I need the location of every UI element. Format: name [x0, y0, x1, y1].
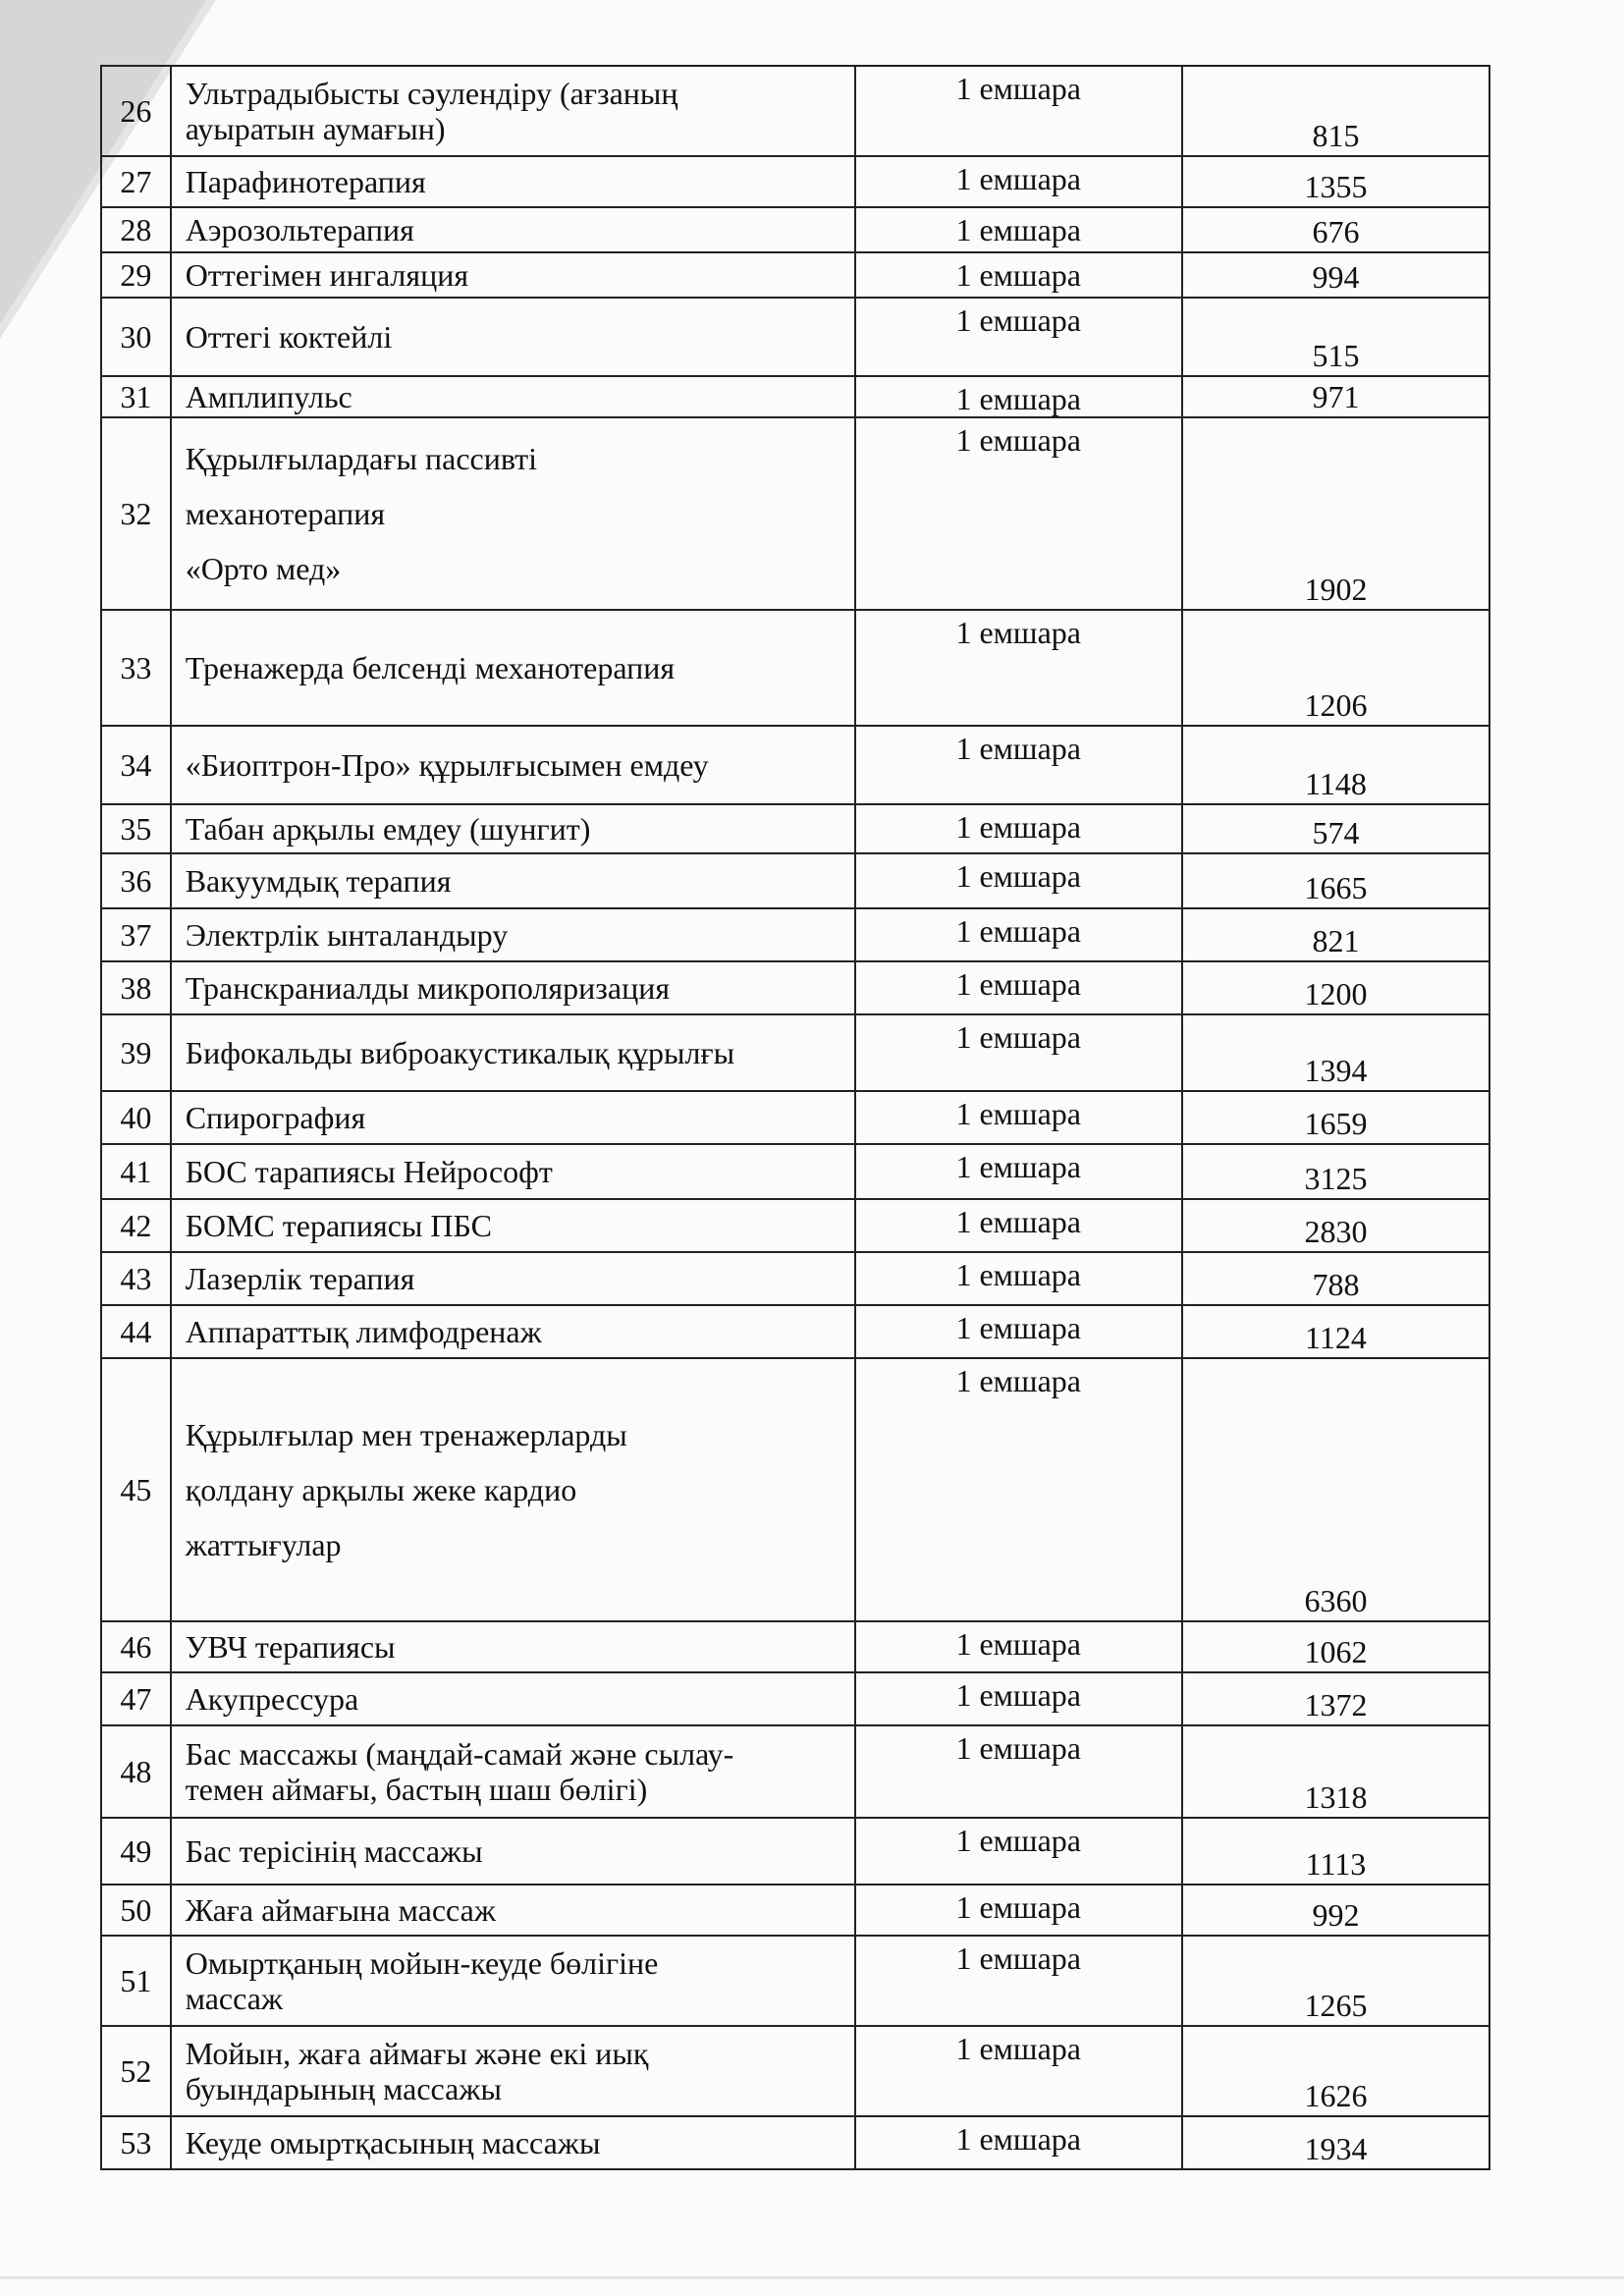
procedure-name-line: Омыртқаның мойын-кеуде бөлігіне: [185, 1945, 659, 1981]
price-value: 1200: [1182, 961, 1489, 1014]
row-number: 40: [101, 1091, 171, 1144]
table-row: [101, 2116, 1489, 2169]
row-number: 45: [101, 1358, 171, 1621]
row-number: 32: [101, 417, 171, 610]
procedure-name-line: Аппараттық лимфодренаж: [185, 1314, 542, 1349]
procedure-name: [171, 908, 855, 961]
procedure-name: [171, 207, 855, 252]
procedure-name-line: массаж: [185, 1981, 284, 2016]
procedure-name-line: Құрылғылар мен тренажерларды: [185, 1417, 627, 1452]
table-row: [101, 1091, 1489, 1144]
unit-of-measure: 1 емшара: [855, 1621, 1182, 1672]
row-number: 31: [101, 376, 171, 417]
procedure-name: [171, 1014, 855, 1091]
procedure-name: [171, 376, 855, 417]
price-value: 1659: [1182, 1091, 1489, 1144]
unit-of-measure: 1 емшара: [855, 804, 1182, 853]
procedure-name-line: Кеуде омыртқасының массажы: [185, 2125, 601, 2160]
procedure-name-line: Бифокальды виброакустикалық құрылғы: [185, 1035, 735, 1070]
price-value: 676: [1182, 207, 1489, 252]
procedure-name: [171, 1818, 855, 1885]
row-number: 47: [101, 1672, 171, 1725]
procedure-name-line: жаттығулар: [185, 1527, 342, 1562]
table-row: [101, 1305, 1489, 1358]
table-row: [101, 1014, 1489, 1091]
unit-of-measure: 1 емшара: [855, 376, 1182, 417]
row-number: 42: [101, 1199, 171, 1252]
table-row: [101, 2026, 1489, 2116]
row-number: 46: [101, 1621, 171, 1672]
price-table-body: [101, 66, 1489, 2169]
procedure-name: [171, 1885, 855, 1936]
row-number: 33: [101, 610, 171, 726]
procedure-name: [171, 1252, 855, 1305]
procedure-name: [171, 804, 855, 853]
unit-of-measure: 1 емшара: [855, 1199, 1182, 1252]
procedure-name: [171, 1305, 855, 1358]
price-table: [100, 65, 1490, 2170]
price-value: 788: [1182, 1252, 1489, 1305]
procedure-name: [171, 2116, 855, 2169]
price-value: 994: [1182, 252, 1489, 298]
unit-of-measure: 1 емшара: [855, 1144, 1182, 1199]
procedure-name-line: ауыратын аумағын): [185, 111, 446, 146]
table-row: [101, 853, 1489, 908]
row-number: 27: [101, 156, 171, 207]
row-number: 30: [101, 298, 171, 376]
row-number: 44: [101, 1305, 171, 1358]
unit-of-measure: 1 емшара: [855, 961, 1182, 1014]
procedure-name-line: Транскраниалды микрополяризация: [185, 970, 671, 1006]
table-row: [101, 908, 1489, 961]
procedure-name-line: «Биоптрон-Про» құрылғысымен емдеу: [185, 747, 709, 783]
unit-of-measure: 1 емшара: [855, 1672, 1182, 1725]
procedure-name: [171, 610, 855, 726]
unit-of-measure: 1 емшара: [855, 1252, 1182, 1305]
unit-of-measure: 1 емшара: [855, 1936, 1182, 2026]
row-number: 52: [101, 2026, 171, 2116]
price-value: 1124: [1182, 1305, 1489, 1358]
unit-of-measure: 1 емшара: [855, 1014, 1182, 1091]
procedure-name: [171, 1091, 855, 1144]
price-value: 1626: [1182, 2026, 1489, 2116]
procedure-name: [171, 1725, 855, 1818]
table-row: [101, 1885, 1489, 1936]
procedure-name-line: Лазерлік терапия: [185, 1261, 415, 1296]
row-number: 48: [101, 1725, 171, 1818]
price-value: 1265: [1182, 1936, 1489, 2026]
table-row: [101, 207, 1489, 252]
unit-of-measure: 1 емшара: [855, 2026, 1182, 2116]
price-value: 1394: [1182, 1014, 1489, 1091]
procedure-name-line: механотерапия: [185, 496, 386, 531]
table-row: [101, 1358, 1489, 1621]
table-row: [101, 610, 1489, 726]
table-row: [101, 804, 1489, 853]
price-value: 992: [1182, 1885, 1489, 1936]
table-row: [101, 1252, 1489, 1305]
unit-of-measure: 1 емшара: [855, 1725, 1182, 1818]
unit-of-measure: 1 емшара: [855, 417, 1182, 610]
unit-of-measure: 1 емшара: [855, 298, 1182, 376]
table-row: [101, 726, 1489, 804]
row-number: 28: [101, 207, 171, 252]
procedure-name: [171, 1358, 855, 1621]
table-row: [101, 1199, 1489, 1252]
procedure-name-line: Аэрозольтерапия: [185, 212, 414, 247]
procedure-name: [171, 156, 855, 207]
price-value: 1372: [1182, 1672, 1489, 1725]
procedure-name-line: Жаға аймағына массаж: [185, 1892, 496, 1928]
procedure-name: [171, 961, 855, 1014]
row-number: 38: [101, 961, 171, 1014]
procedure-name-line: Электрлік ынталандыру: [185, 917, 509, 953]
table-row: [101, 376, 1489, 417]
price-value: 574: [1182, 804, 1489, 853]
row-number: 49: [101, 1818, 171, 1885]
row-number: 35: [101, 804, 171, 853]
procedure-name-line: «Орто мед»: [185, 551, 342, 586]
procedure-name-line: УВЧ терапиясы: [185, 1629, 396, 1665]
row-number: 51: [101, 1936, 171, 2026]
procedure-name: [171, 726, 855, 804]
table-row: [101, 1936, 1489, 2026]
unit-of-measure: 1 емшара: [855, 1091, 1182, 1144]
price-value: 2830: [1182, 1199, 1489, 1252]
procedure-name-line: Құрылғылардағы пассивті: [185, 441, 538, 476]
procedure-name-line: Оттегі коктейлі: [185, 319, 393, 355]
procedure-name-line: Вакуумдық терапия: [185, 863, 452, 899]
table-row: [101, 298, 1489, 376]
procedure-name-line: Амплипульс: [185, 379, 352, 414]
scan-edge-line: [0, 2276, 1624, 2279]
table-row: [101, 252, 1489, 298]
table-row: [101, 417, 1489, 610]
procedure-name-line: қолдану арқылы жеке кардио: [185, 1472, 577, 1507]
row-number: 37: [101, 908, 171, 961]
table-row: [101, 156, 1489, 207]
price-value: 1062: [1182, 1621, 1489, 1672]
procedure-name-line: Бас терісінің массажы: [185, 1833, 483, 1869]
price-value: 1206: [1182, 610, 1489, 726]
unit-of-measure: 1 емшара: [855, 207, 1182, 252]
unit-of-measure: 1 емшара: [855, 156, 1182, 207]
unit-of-measure: 1 емшара: [855, 1358, 1182, 1621]
row-number: 41: [101, 1144, 171, 1199]
row-number: 29: [101, 252, 171, 298]
unit-of-measure: 1 емшара: [855, 908, 1182, 961]
row-number: 53: [101, 2116, 171, 2169]
procedure-name-line: Тренажерда белсенді механотерапия: [185, 650, 676, 685]
procedure-name: [171, 1144, 855, 1199]
procedure-name-line: темен аймағы, бастың шаш бөлігі): [185, 1772, 648, 1807]
procedure-name: [171, 1621, 855, 1672]
procedure-name-line: Парафинотерапия: [185, 164, 426, 199]
procedure-name: [171, 298, 855, 376]
price-value: 1665: [1182, 853, 1489, 908]
procedure-name: [171, 1936, 855, 2026]
table-row: [101, 1672, 1489, 1725]
row-number: 36: [101, 853, 171, 908]
price-value: 1355: [1182, 156, 1489, 207]
price-value: 1934: [1182, 2116, 1489, 2169]
unit-of-measure: 1 емшара: [855, 1305, 1182, 1358]
procedure-name-line: Акупрессура: [185, 1681, 359, 1717]
unit-of-measure: 1 емшара: [855, 252, 1182, 298]
table-row: [101, 1725, 1489, 1818]
procedure-name-line: Спирография: [185, 1100, 366, 1135]
unit-of-measure: 1 емшара: [855, 66, 1182, 156]
procedure-name-line: буындарының массажы: [185, 2071, 502, 2106]
table-row: [101, 1144, 1489, 1199]
table-row: [101, 1621, 1489, 1672]
procedure-name: [171, 1199, 855, 1252]
unit-of-measure: 1 емшара: [855, 726, 1182, 804]
procedure-name: [171, 417, 855, 610]
price-value: 815: [1182, 66, 1489, 156]
unit-of-measure: 1 емшара: [855, 853, 1182, 908]
procedure-name: [171, 252, 855, 298]
unit-of-measure: 1 емшара: [855, 610, 1182, 726]
table-row: [101, 66, 1489, 156]
price-value: 6360: [1182, 1358, 1489, 1621]
procedure-name: [171, 853, 855, 908]
row-number: 26: [101, 66, 171, 156]
procedure-name-line: Табан арқылы емдеу (шунгит): [185, 811, 591, 847]
table-row: [101, 961, 1489, 1014]
unit-of-measure: 1 емшара: [855, 1818, 1182, 1885]
unit-of-measure: 1 емшара: [855, 2116, 1182, 2169]
table-row: [101, 1818, 1489, 1885]
price-value: 1902: [1182, 417, 1489, 610]
row-number: 34: [101, 726, 171, 804]
procedure-name-line: БОМС терапиясы ПБС: [185, 1208, 492, 1243]
price-value: 971: [1182, 376, 1489, 417]
procedure-name-line: Мойын, жаға аймағы және екі иық: [185, 2036, 649, 2071]
procedure-name-line: Оттегімен ингаляция: [185, 257, 469, 293]
row-number: 43: [101, 1252, 171, 1305]
procedure-name-line: БОС тарапиясы Нейрософт: [185, 1154, 553, 1189]
price-value: 1318: [1182, 1725, 1489, 1818]
price-value: 821: [1182, 908, 1489, 961]
row-number: 39: [101, 1014, 171, 1091]
row-number: 50: [101, 1885, 171, 1936]
price-value: 1148: [1182, 726, 1489, 804]
price-value: 3125: [1182, 1144, 1489, 1199]
procedure-name: [171, 66, 855, 156]
unit-of-measure: 1 емшара: [855, 1885, 1182, 1936]
procedure-name-line: Бас массажы (маңдай-самай және сылау-: [185, 1736, 734, 1772]
price-value: 1113: [1182, 1818, 1489, 1885]
procedure-name-line: Ультрадыбысты сәулендіру (ағзаның: [185, 76, 678, 111]
procedure-name: [171, 1672, 855, 1725]
procedure-name: [171, 2026, 855, 2116]
price-value: 515: [1182, 298, 1489, 376]
